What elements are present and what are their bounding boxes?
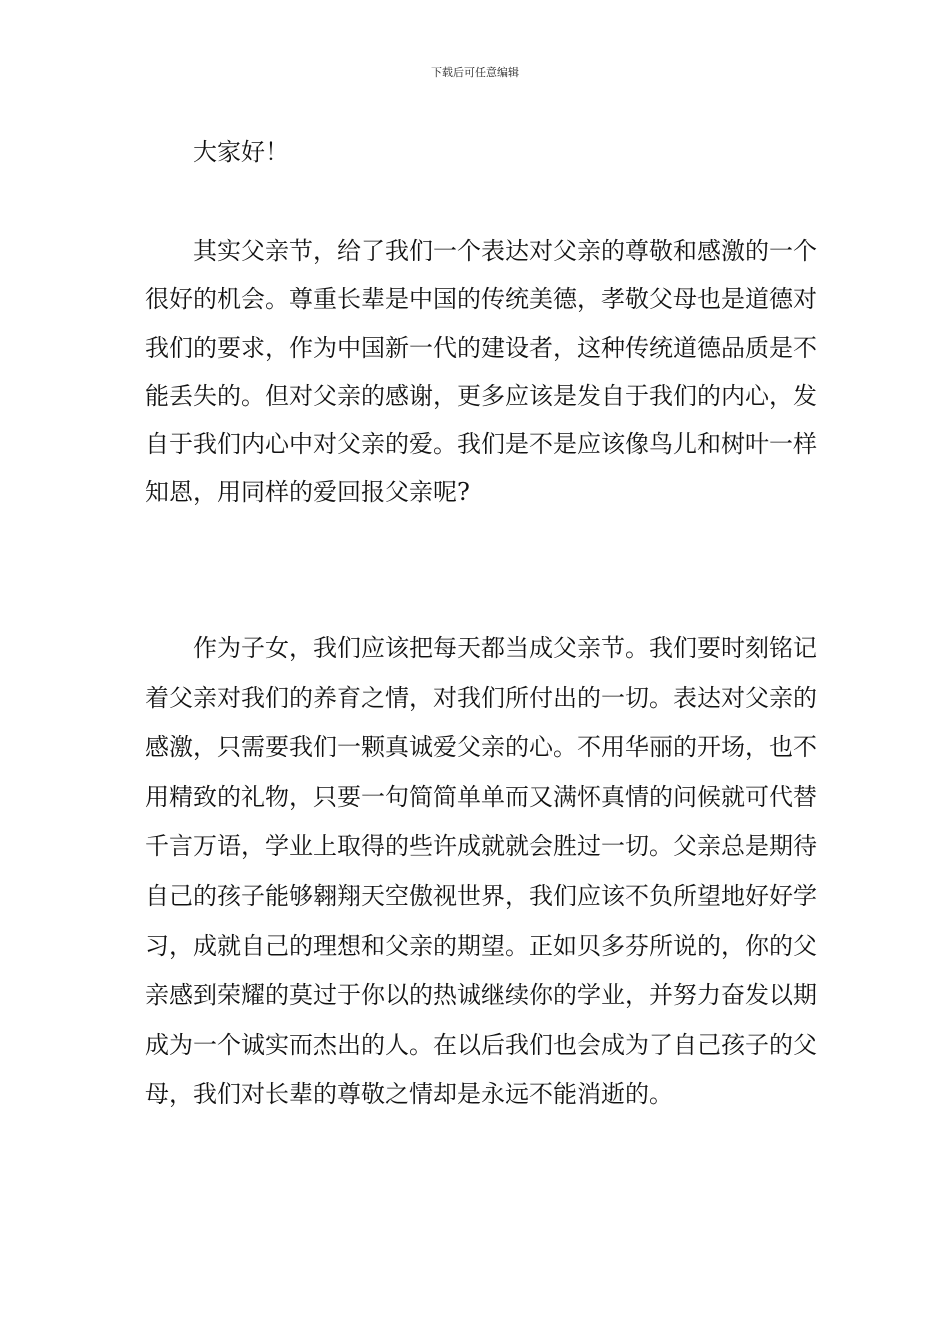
paragraph-2: 作为子女，我们应该把每天都当成父亲节。我们要时刻铭记着父亲对我们的养育之情，对我们所付出的一切。表达对父亲的感激，只需要我们一颗真诚爱父亲的心。不用华丽的开场，也不用精致的礼物，只要一句简简单单而又满怀真情的问候就可代替千言万语，学业上取得的些许成就就会胜过一切。父亲总是期待自己的孩子能够翱翔天空傲视世界，我们应该不负所望地好好学习，成就自己的理想和父亲的期望。正如贝多芬所说的，你的父亲感到荣耀的莫过于你以的热诚继续你的学业，并努力奋发以期成为一个诚实而杰出的人。在以后我们也会成为了自己孩子的父母，我们对长辈的尊敬之情却是永远不能消逝的。	[145, 634, 817, 1109]
page-header-note: 下载后可任意编辑	[431, 66, 519, 79]
paragraph-1: 其实父亲节，给了我们一个表达对父亲的尊敬和感激的一个很好的机会。尊重长辈是中国的传统美德，孝敬父母也是道德对我们的要求，作为中国新一代的建设者，这种传统道德品质是不能丢失的。但对父亲的感谢，更多应该是发自于我们的内心，发自于我们内心中对父亲的爱。我们是不是应该像鸟儿和树叶一样知恩，用同样的爱回报父亲呢?	[145, 237, 817, 507]
greeting-line: 大家好！	[193, 138, 289, 166]
